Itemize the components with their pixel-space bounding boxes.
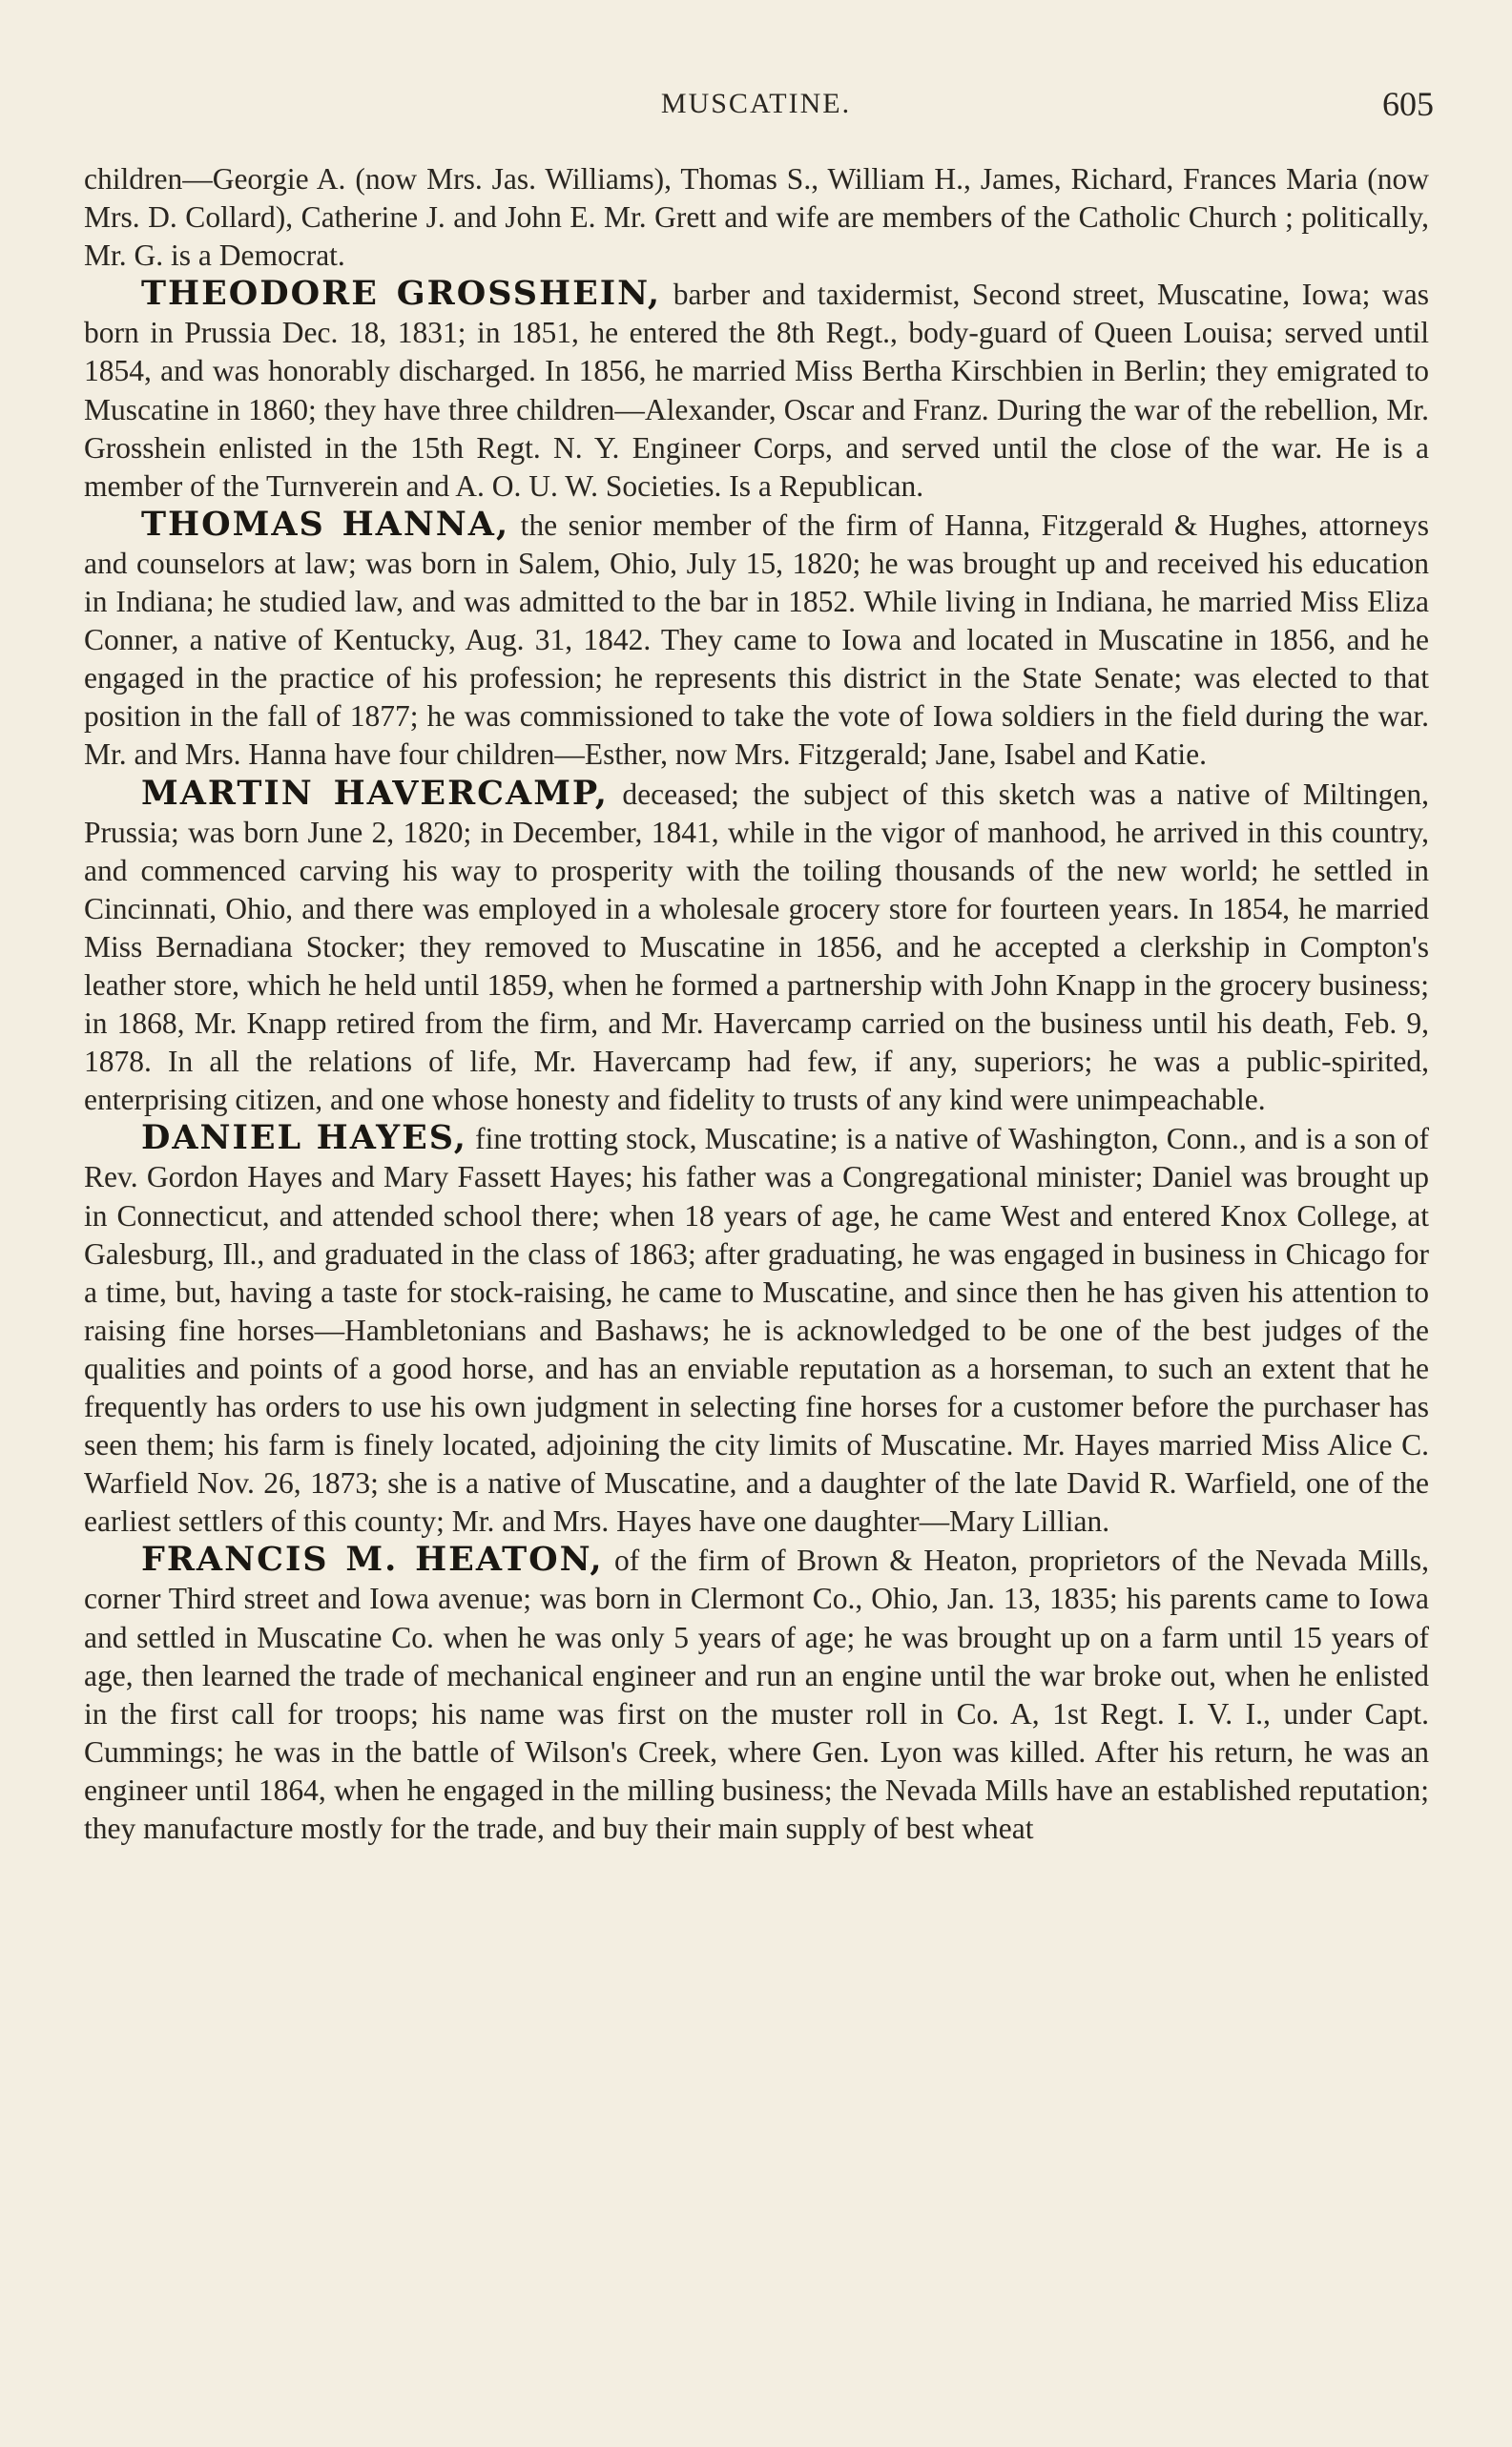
entry-name: MARTIN HAVERCAMP,: [141, 773, 609, 813]
entry-heaton: [84, 1541, 1429, 1848]
entry-hayes: [84, 1119, 1429, 1541]
entry-name: THEODORE GROSSHEIN,: [141, 274, 662, 314]
entry-grosshein: [84, 275, 1429, 506]
entry-text: the senior member of the firm of Hanna, Fitzgerald & Hughes, attorneys and counselors at law; was born in Salem, Ohio, July 15, 1820; he was brought up and received his education in Indiana; he studied law, and was admitted to the bar in 1852. While living in Indiana, he married Miss Eliza Conner, a native of Kentucky, Aug. 31, 1842. They came to Iowa and located in Muscatine in 1856, and he engaged in the practice of his profession; he represents this district in the State Senate; was elected to that position in the fall of 1877; he was commissioned to take the vote of Iowa soldiers in the field during the war. Mr. and Mrs. Hanna have four children—Esther, now Mrs. Fitzgerald; Jane, Isabel and Katie.: [84, 508, 1429, 772]
entry-continuation: [84, 160, 1429, 275]
entry-text: deceased; the subject of this sketch was a native of Miltingen, Prussia; was born June 2, 1820; in December, 1841, while in the vigor of manhood, he arrived in this country, and commenced carving his way to prosperity with the toiling thousands of the new world; he settled in Cincinnati, Ohio, and there was employed in a wholesale grocery store for fourteen years. In 1854, he married Miss Bernadiana Stocker; they removed to Muscatine in 1856, and he accepted a clerkship in Compton's leather store, which he held until 1859, when he formed a partnership with John Knapp in the grocery business; in 1868, Mr. Knapp retired from the firm, and Mr. Havercamp carried on the business until his death, Feb. 9, 1878. In all the relations of life, Mr. Havercamp had few, if any, superiors; he was a public-spirited, enterprising citizen, and one whose honesty and fidelity to trusts of any kind were unimpeachable.: [84, 777, 1429, 1117]
entry-name: FRANCIS M. HEATON,: [141, 1540, 604, 1580]
body-text: [84, 160, 1429, 1848]
running-head: MUSCATINE.: [660, 88, 852, 119]
page-header: [0, 85, 1512, 130]
entry-name: DANIEL HAYES,: [141, 1118, 467, 1158]
entry-text: barber and taxidermist, Second street, Muscatine, Iowa; was born in Prussia Dec. 18, 1831; in 1851, he entered the 8th Regt., body-guard of Queen Louisa; served until 1854, and was honorably discharged. In 1856, he married Miss Bertha Kirschbien in Berlin; they emigrated to Muscatine in 1860; they have three children—Alexander, Oscar and Franz. During the war of the rebellion, Mr. Grosshein enlisted in the 15th Regt. N. Y. Engineer Corps, and served until the close of the war. He is a member of the Turnverein and A. O. U. W. Societies. Is a Republican.: [84, 278, 1429, 503]
page-number: 605: [1382, 85, 1434, 123]
entry-havercamp: [84, 775, 1429, 1120]
entry-text: of the firm of Brown & Heaton, proprietors of the Nevada Mills, corner Third street and Iowa avenue; was born in Clermont Co., Ohio, Jan. 13, 1835; his parents came to Iowa and settled in Muscatine Co. when he was only 5 years of age; he was brought up on a farm until 15 years of age, then learned the trade of mechanical engineer and run an engine until the war broke out, when he enlisted in the first call for troops; his name was first on the muster roll in Co. A, 1st Regt. I. V. I., under Capt. Cummings; he was in the battle of Wilson's Creek, where Gen. Lyon was killed. After his return, he was an engineer until 1864, when he engaged in the milling business; the Nevada Mills have an established reputation; they manufacture mostly for the trade, and buy their main supply of best wheat: [84, 1544, 1429, 1846]
entry-text: fine trotting stock, Muscatine; is a native of Washington, Conn., and is a son of Rev. Gordon Hayes and Mary Fassett Hayes; his father was a Congregational minister; Daniel was brought up in Connecticut, and attended school there; when 18 years of age, he came West and entered Knox College, at Galesburg, Ill., and graduated in the class of 1863; after graduating, he was engaged in business in Chicago for a time, but, having a taste for stock-raising, he came to Muscatine, and since then he has given his attention to raising fine horses—Hambletonians and Bashaws; he is acknowledged to be one of the best judges of the qualities and points of a good horse, and has an enviable reputation as a horseman, to such an extent that he frequently has orders to use his own judgment in selecting fine horses for a customer before the purchaser has seen them; his farm is finely located, adjoining the city limits of Muscatine. Mr. Hayes married Miss Alice C. Warfield Nov. 26, 1873; she is a native of Muscatine, and a daughter of the late David R. Warfield, one of the earliest settlers of this county; Mr. and Mrs. Hayes have one daughter—Mary Lillian.: [84, 1122, 1429, 1539]
entry-name: THOMAS HANNA,: [141, 504, 510, 544]
entry-hanna: [84, 506, 1429, 775]
entry-text: children—Georgie A. (now Mrs. Jas. Williams), Thomas S., William H., James, Richard, Frances Maria (now Mrs. D. Collard), Catherine J. and John E. Mr. Grett and wife are members of the Catholic Church ; politically, Mr. G. is a Democrat.: [84, 162, 1429, 273]
